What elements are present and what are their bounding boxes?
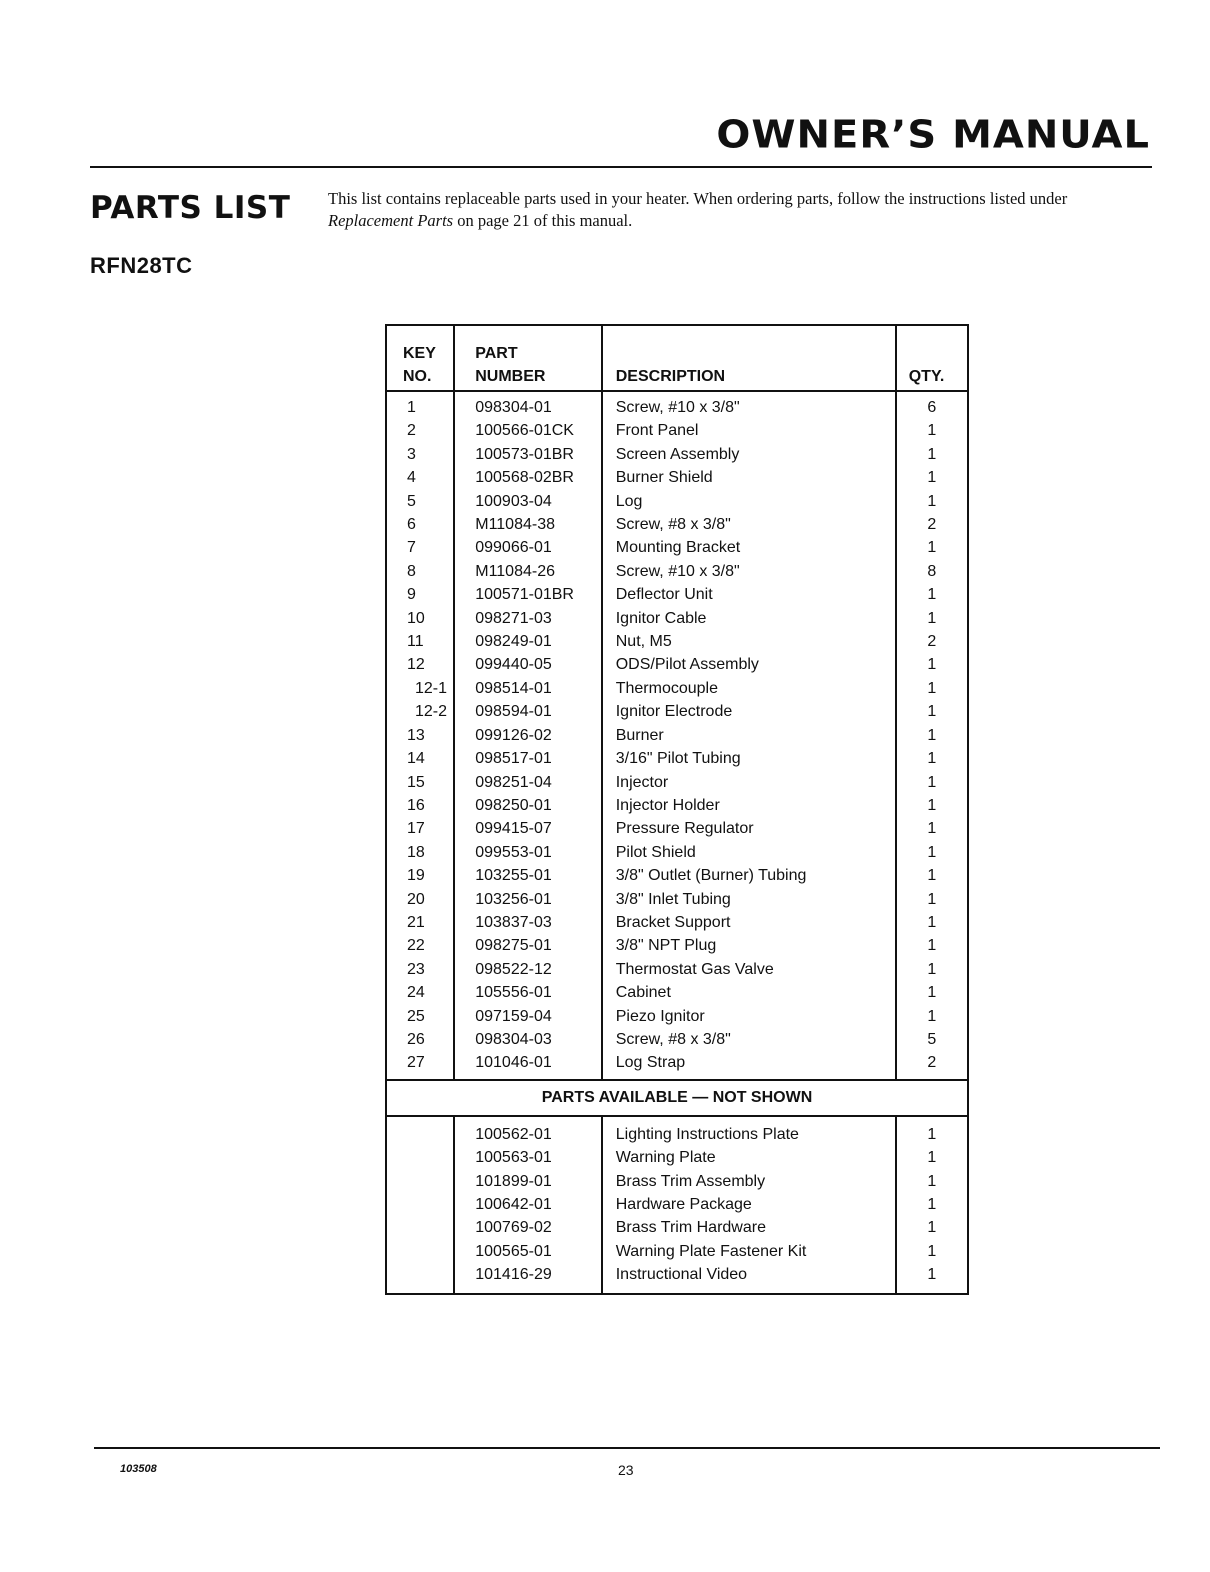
qty-cell: 1 [927,773,937,791]
description-cell: Screw, #10 x 3/8" [602,391,896,419]
part-number-cell: 101416-29 [454,1263,602,1293]
qty-cell: 2 [927,516,937,534]
table-row [386,490,968,513]
part-number-cell: 099126-02 [454,724,602,747]
qty-cell: 1 [927,937,937,955]
not-shown-title: PARTS AVAILABLE — NOT SHOWN [386,1080,968,1116]
part-number-cell: 098517-01 [454,747,602,770]
part-number-cell: 098249-01 [454,630,602,653]
description-cell: Thermocouple [602,677,896,700]
qty-cell: 1 [927,890,937,908]
key-no-cell: 18 [386,841,454,864]
key-no-cell: 10 [386,607,454,630]
table-row [386,1193,968,1216]
table-row [386,794,968,817]
description-cell: Warning Plate [602,1146,896,1169]
key-no-cell: 27 [386,1051,454,1079]
description-cell: Ignitor Cable [602,607,896,630]
qty-cell: 1 [927,867,937,885]
table-row [386,443,968,466]
qty-cell: 1 [927,1196,937,1213]
table-row [386,1028,968,1051]
part-number-cell: 097159-04 [454,1005,602,1028]
part-number-cell: M11084-38 [454,513,602,536]
qty-cell: 1 [927,492,937,510]
table-row [386,630,968,653]
description-cell: Pilot Shield [602,841,896,864]
qty-cell: 1 [927,796,937,814]
part-number-cell: 103255-01 [454,864,602,887]
part-number-cell: 098304-03 [454,1028,602,1051]
part-number-cell: 100642-01 [454,1193,602,1216]
part-number-cell: 100573-01BR [454,443,602,466]
key-no-cell: 5 [386,490,454,513]
qty-cell: 1 [927,1219,937,1237]
table-row [386,536,968,559]
intro-paragraph [328,188,1128,232]
key-no-cell: 4 [386,466,454,489]
key-no-cell: 12-2 [386,700,454,723]
qty-cell: 1 [927,750,937,768]
part-number-cell: 103837-03 [454,911,602,934]
description-cell: Lighting Instructions Plate [602,1116,896,1146]
intro-text-end: on page 21 of this manual. [453,211,633,230]
description-cell: Injector Holder [602,794,896,817]
qty-cell: 1 [927,913,937,931]
part-number-cell: 098522-12 [454,958,602,981]
key-no-cell: 12-1 [386,677,454,700]
description-cell: Instructional Video [602,1263,896,1293]
qty-cell: 8 [927,562,937,580]
table-row [386,653,968,676]
part-number-cell: 100565-01 [454,1240,602,1263]
table-row [386,466,968,489]
table-row [386,677,968,700]
table-row [386,724,968,747]
qty-cell: 1 [927,960,937,978]
key-no-cell: 11 [386,630,454,653]
qty-cell: 1 [927,445,937,463]
description-cell: Log [602,490,896,513]
document-code: 103508 [120,1463,157,1475]
description-cell: Burner [602,724,896,747]
qty-cell: 1 [927,984,937,1002]
key-no-cell: 19 [386,864,454,887]
table-row [386,934,968,957]
key-no-cell: 8 [386,560,454,583]
qty-cell: 1 [927,1149,937,1167]
page-number: 23 [618,1462,634,1478]
intro-text-start: This list contains replaceable parts used in your heater. When ordering parts, follow the instructions listed under [328,189,1068,208]
description-cell: Screw, #8 x 3/8" [602,1028,896,1051]
table-row [386,1116,968,1146]
description-cell: Ignitor Electrode [602,700,896,723]
intro-italic-reference: Replacement Parts [328,211,454,230]
table-row [386,1146,968,1169]
description-cell: Injector [602,771,896,794]
key-no-cell: 22 [386,934,454,957]
part-number-cell: 101046-01 [454,1051,602,1079]
qty-cell: 1 [927,539,937,557]
table-row [386,560,968,583]
table-row [386,771,968,794]
table-row [386,864,968,887]
description-cell: Warning Plate Fastener Kit [602,1240,896,1263]
key-no-cell: 7 [386,536,454,559]
part-number-cell: 100563-01 [454,1146,602,1169]
not-shown-header-row [386,1080,968,1116]
part-number-cell: M11084-26 [454,560,602,583]
table-row [386,607,968,630]
header-part-number: PART NUMBER [454,325,602,391]
part-number-cell: 098250-01 [454,794,602,817]
key-no-cell: 16 [386,794,454,817]
description-cell: Screw, #8 x 3/8" [602,513,896,536]
table-row [386,981,968,1004]
table-row [386,700,968,723]
manual-title: OWNER’S MANUAL [716,113,1150,157]
description-cell: Nut, M5 [602,630,896,653]
empty-key-cell [386,1116,454,1146]
description-cell: ODS/Pilot Assembly [602,653,896,676]
empty-key-cell [386,1170,454,1193]
part-number-cell: 100903-04 [454,490,602,513]
qty-cell: 1 [927,1242,937,1260]
qty-cell: 1 [927,422,937,440]
description-cell: Brass Trim Assembly [602,1170,896,1193]
qty-cell: 1 [927,609,937,627]
part-number-cell: 101899-01 [454,1170,602,1193]
description-cell: Mounting Bracket [602,536,896,559]
description-cell: 3/8" Outlet (Burner) Tubing [602,864,896,887]
description-cell: Front Panel [602,419,896,442]
part-number-cell: 100571-01BR [454,583,602,606]
qty-cell: 1 [927,679,937,697]
table-row [386,419,968,442]
table-row [386,747,968,770]
description-cell: Screw, #10 x 3/8" [602,560,896,583]
key-no-cell: 2 [386,419,454,442]
key-no-cell: 23 [386,958,454,981]
table-header-row [386,325,968,391]
table-row [386,583,968,606]
description-cell: Deflector Unit [602,583,896,606]
empty-key-cell [386,1240,454,1263]
qty-cell: 1 [927,1266,937,1284]
description-cell: Cabinet [602,981,896,1004]
part-number-cell: 103256-01 [454,888,602,911]
description-cell: Brass Trim Hardware [602,1216,896,1239]
section-title: PARTS LIST [90,190,291,226]
key-no-cell: 1 [386,391,454,419]
part-number-cell: 098251-04 [454,771,602,794]
key-no-cell: 26 [386,1028,454,1051]
header-key-no: KEY NO. [386,325,454,391]
empty-key-cell [386,1193,454,1216]
part-number-cell: 100769-02 [454,1216,602,1239]
description-cell: Screen Assembly [602,443,896,466]
qty-cell: 1 [927,656,937,674]
qty-cell: 2 [927,633,937,651]
key-no-cell: 6 [386,513,454,536]
part-number-cell: 098271-03 [454,607,602,630]
description-cell: Piezo Ignitor [602,1005,896,1028]
qty-cell: 1 [927,1172,937,1190]
qty-cell: 6 [927,399,937,416]
qty-cell: 5 [927,1030,937,1048]
description-cell: 3/8" Inlet Tubing [602,888,896,911]
description-cell: Hardware Package [602,1193,896,1216]
table-row [386,911,968,934]
not-shown-rows [386,1116,968,1294]
part-number-cell: 098514-01 [454,677,602,700]
key-no-cell: 25 [386,1005,454,1028]
part-number-cell: 098304-01 [454,391,602,419]
key-no-cell: 24 [386,981,454,1004]
key-no-cell: 12 [386,653,454,676]
description-cell: Pressure Regulator [602,817,896,840]
header-divider [90,166,1152,168]
table-row [386,1005,968,1028]
key-no-cell: 13 [386,724,454,747]
table-row [386,1170,968,1193]
table-row [386,958,968,981]
key-no-cell: 21 [386,911,454,934]
parts-rows [386,391,968,1080]
part-number-cell: 099415-07 [454,817,602,840]
table-row [386,841,968,864]
qty-cell: 2 [927,1054,937,1072]
part-number-cell: 100562-01 [454,1116,602,1146]
qty-cell: 1 [927,726,937,744]
table-row [386,1263,968,1293]
qty-cell: 1 [927,843,937,861]
key-no-cell: 3 [386,443,454,466]
table-row [386,1240,968,1263]
table-row [386,1051,968,1079]
part-number-cell: 105556-01 [454,981,602,1004]
qty-cell: 1 [927,703,937,721]
table-row [386,513,968,536]
empty-key-cell [386,1263,454,1293]
part-number-cell: 099553-01 [454,841,602,864]
table-row [386,1216,968,1239]
description-cell: Burner Shield [602,466,896,489]
qty-cell: 1 [927,586,937,604]
key-no-cell: 9 [386,583,454,606]
part-number-cell: 100566-01CK [454,419,602,442]
table-row [386,888,968,911]
qty-cell: 1 [927,469,937,487]
header-qty: QTY. [896,325,968,391]
empty-key-cell [386,1216,454,1239]
table-row [386,391,968,419]
part-number-cell: 100568-02BR [454,466,602,489]
model-number: RFN28TC [90,253,193,278]
description-cell: 3/16" Pilot Tubing [602,747,896,770]
key-no-cell: 20 [386,888,454,911]
key-no-cell: 14 [386,747,454,770]
part-number-cell: 099066-01 [454,536,602,559]
empty-key-cell [386,1146,454,1169]
description-cell: 3/8" NPT Plug [602,934,896,957]
key-no-cell: 17 [386,817,454,840]
description-cell: Thermostat Gas Valve [602,958,896,981]
qty-cell: 1 [927,820,937,838]
qty-cell: 1 [927,1125,937,1143]
footer-divider [94,1447,1160,1449]
table-row [386,817,968,840]
part-number-cell: 098594-01 [454,700,602,723]
parts-table [385,324,969,1295]
header-description: DESCRIPTION [602,325,896,391]
qty-cell: 1 [927,1007,937,1025]
key-no-cell: 15 [386,771,454,794]
part-number-cell: 098275-01 [454,934,602,957]
description-cell: Log Strap [602,1051,896,1079]
description-cell: Bracket Support [602,911,896,934]
part-number-cell: 099440-05 [454,653,602,676]
